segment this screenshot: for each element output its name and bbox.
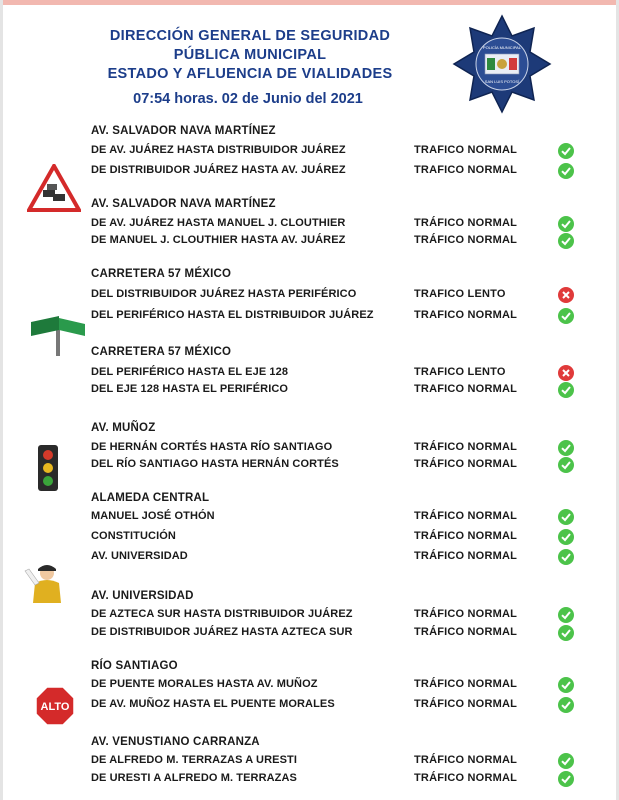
route-label: DE DISTRIBUIDOR JUÁREZ HASTA AV. JUÁREZ xyxy=(91,164,346,176)
road-status-row xyxy=(91,144,591,160)
traffic-status-label: TRÁFICO NORMAL xyxy=(414,678,518,690)
route-label: DE AV. JUÁREZ HASTA MANUEL J. CLOUTHIER xyxy=(91,217,346,229)
traffic-status-label: TRAFICO NORMAL xyxy=(414,164,518,176)
traffic-warning-sign-icon xyxy=(27,164,81,212)
road-status-row xyxy=(91,510,591,526)
check-circle-icon xyxy=(557,770,575,788)
check-circle-icon xyxy=(557,307,575,325)
route-label: DE HERNÁN CORTÉS HASTA RÍO SANTIAGO xyxy=(91,441,333,453)
route-label: DE ALFREDO M. TERRAZAS A URESTI xyxy=(91,754,297,766)
route-label: DE DISTRIBUIDOR JUÁREZ HASTA AZTECA SUR xyxy=(91,626,353,638)
check-circle-icon xyxy=(557,142,575,160)
road-status-row xyxy=(91,530,591,546)
badge-bottom-text: SAN LUIS POTOSÍ xyxy=(484,79,520,84)
route-label: DEL EJE 128 HASTA EL PERIFÉRICO xyxy=(91,383,289,395)
check-circle-icon xyxy=(557,215,575,233)
road-status-row xyxy=(91,164,591,180)
check-circle-icon xyxy=(557,508,575,526)
route-label: DEL PERIFÉRICO HASTA EL DISTRIBUIDOR JUÁREZ xyxy=(91,309,374,321)
check-circle-icon xyxy=(557,676,575,694)
route-label: DE MANUEL J. CLOUTHIER HASTA AV. JUÁREZ xyxy=(91,234,346,246)
traffic-status-label: TRAFICO NORMAL xyxy=(414,383,518,395)
traffic-status-label: TRAFICO LENTO xyxy=(414,366,506,378)
section-title: AV. SALVADOR NAVA MARTÍNEZ xyxy=(91,198,276,210)
route-label: DEL PERIFÉRICO HASTA EL EJE 128 xyxy=(91,366,289,378)
route-label: DE PUENTE MORALES HASTA AV. MUÑOZ xyxy=(91,678,318,690)
traffic-status-label: TRÁFICO NORMAL xyxy=(414,441,518,453)
check-circle-icon xyxy=(557,439,575,457)
road-status-row xyxy=(91,383,591,399)
road-status-row xyxy=(91,366,591,382)
traffic-status-label: TRÁFICO NORMAL xyxy=(414,626,518,638)
header-line-1: DIRECCIÓN GENERAL DE SEGURIDAD xyxy=(109,28,391,44)
check-circle-icon xyxy=(557,162,575,180)
stop-sign-text: ALTO xyxy=(40,701,70,713)
road-status-row xyxy=(91,626,591,642)
police-badge-logo xyxy=(452,14,552,114)
check-circle-icon xyxy=(557,696,575,714)
report-datetime xyxy=(60,91,440,107)
header-line-3: ESTADO Y AFLUENCIA DE VIALIDADES xyxy=(107,66,393,82)
check-circle-icon xyxy=(557,624,575,642)
x-circle-icon xyxy=(557,364,575,382)
traffic-status-label: TRAFICO NORMAL xyxy=(414,144,518,156)
traffic-status-label: TRÁFICO NORMAL xyxy=(414,754,518,766)
route-label: CONSTITUCIÓN xyxy=(91,530,176,542)
road-status-row xyxy=(91,217,591,233)
traffic-status-label: TRAFICO LENTO xyxy=(414,288,506,300)
check-circle-icon xyxy=(557,381,575,399)
road-status-row xyxy=(91,288,591,304)
road-status-row xyxy=(91,678,591,694)
street-sign-icon xyxy=(29,310,87,356)
route-label: AV. UNIVERSIDAD xyxy=(91,550,188,562)
check-circle-icon xyxy=(557,752,575,770)
badge-top-text: POLICÍA MUNICIPAL xyxy=(482,45,522,50)
section-title: CARRETERA 57 MÉXICO xyxy=(91,268,232,280)
section-title: ALAMEDA CENTRAL xyxy=(91,492,210,504)
check-circle-icon xyxy=(557,232,575,250)
road-status-row xyxy=(91,608,591,624)
road-status-row xyxy=(91,772,591,788)
route-label: DE AV. MUÑOZ HASTA EL PUENTE MORALES xyxy=(91,698,335,710)
section-title: CARRETERA 57 MÉXICO xyxy=(91,346,232,358)
section-title: AV. VENUSTIANO CARRANZA xyxy=(91,736,260,748)
stop-sign-icon xyxy=(35,686,75,726)
top-border xyxy=(0,0,619,5)
route-label: DEL DISTRIBUIDOR JUÁREZ HASTA PERIFÉRICO xyxy=(91,288,357,300)
traffic-status-label: TRÁFICO NORMAL xyxy=(414,550,518,562)
traffic-status-label: TRÁFICO NORMAL xyxy=(414,772,518,784)
check-circle-icon xyxy=(557,606,575,624)
traffic-status-label: TRÁFICO NORMAL xyxy=(414,530,518,542)
header-line-2: PÚBLICA MUNICIPAL xyxy=(173,47,327,63)
section-title: AV. SALVADOR NAVA MARTÍNEZ xyxy=(91,125,276,137)
traffic-status-label: TRÁFICO NORMAL xyxy=(414,608,518,620)
route-label: MANUEL JOSÉ OTHÓN xyxy=(91,510,215,522)
road-status-row xyxy=(91,698,591,714)
route-label: DEL RÍO SANTIAGO HASTA HERNÁN CORTÉS xyxy=(91,458,339,470)
check-circle-icon xyxy=(557,548,575,566)
road-status-row xyxy=(91,550,591,566)
road-status-row xyxy=(91,754,591,770)
x-circle-icon xyxy=(557,286,575,304)
route-label: DE URESTI A ALFREDO M. TERRAZAS xyxy=(91,772,297,784)
section-title: AV. MUÑOZ xyxy=(91,422,156,434)
traffic-light-icon xyxy=(34,443,62,493)
road-status-row xyxy=(91,309,591,325)
traffic-status-label: TRÁFICO NORMAL xyxy=(414,458,518,470)
report-time: 07:54 xyxy=(133,91,171,107)
route-label: DE AZTECA SUR HASTA DISTRIBUIDOR JUÁREZ xyxy=(91,608,353,620)
traffic-status-label: TRÁFICO NORMAL xyxy=(414,698,518,710)
traffic-officer-icon xyxy=(23,561,67,605)
traffic-status-label: TRÁFICO NORMAL xyxy=(414,217,518,229)
road-status-row xyxy=(91,441,591,457)
route-label: DE AV. JUÁREZ HASTA DISTRIBUIDOR JUÁREZ xyxy=(91,144,346,156)
left-border xyxy=(0,0,3,800)
traffic-status-label: TRAFICO NORMAL xyxy=(414,309,518,321)
road-status-row xyxy=(91,458,591,474)
section-title: AV. UNIVERSIDAD xyxy=(91,590,194,602)
traffic-status-label: TRÁFICO NORMAL xyxy=(414,234,518,246)
report-date: horas. 02 de Junio del 2021 xyxy=(174,91,363,107)
check-circle-icon xyxy=(557,456,575,474)
road-status-row xyxy=(91,234,591,250)
check-circle-icon xyxy=(557,528,575,546)
traffic-status-label: TRÁFICO NORMAL xyxy=(414,510,518,522)
document-header xyxy=(60,27,440,84)
section-title: RÍO SANTIAGO xyxy=(91,660,178,672)
